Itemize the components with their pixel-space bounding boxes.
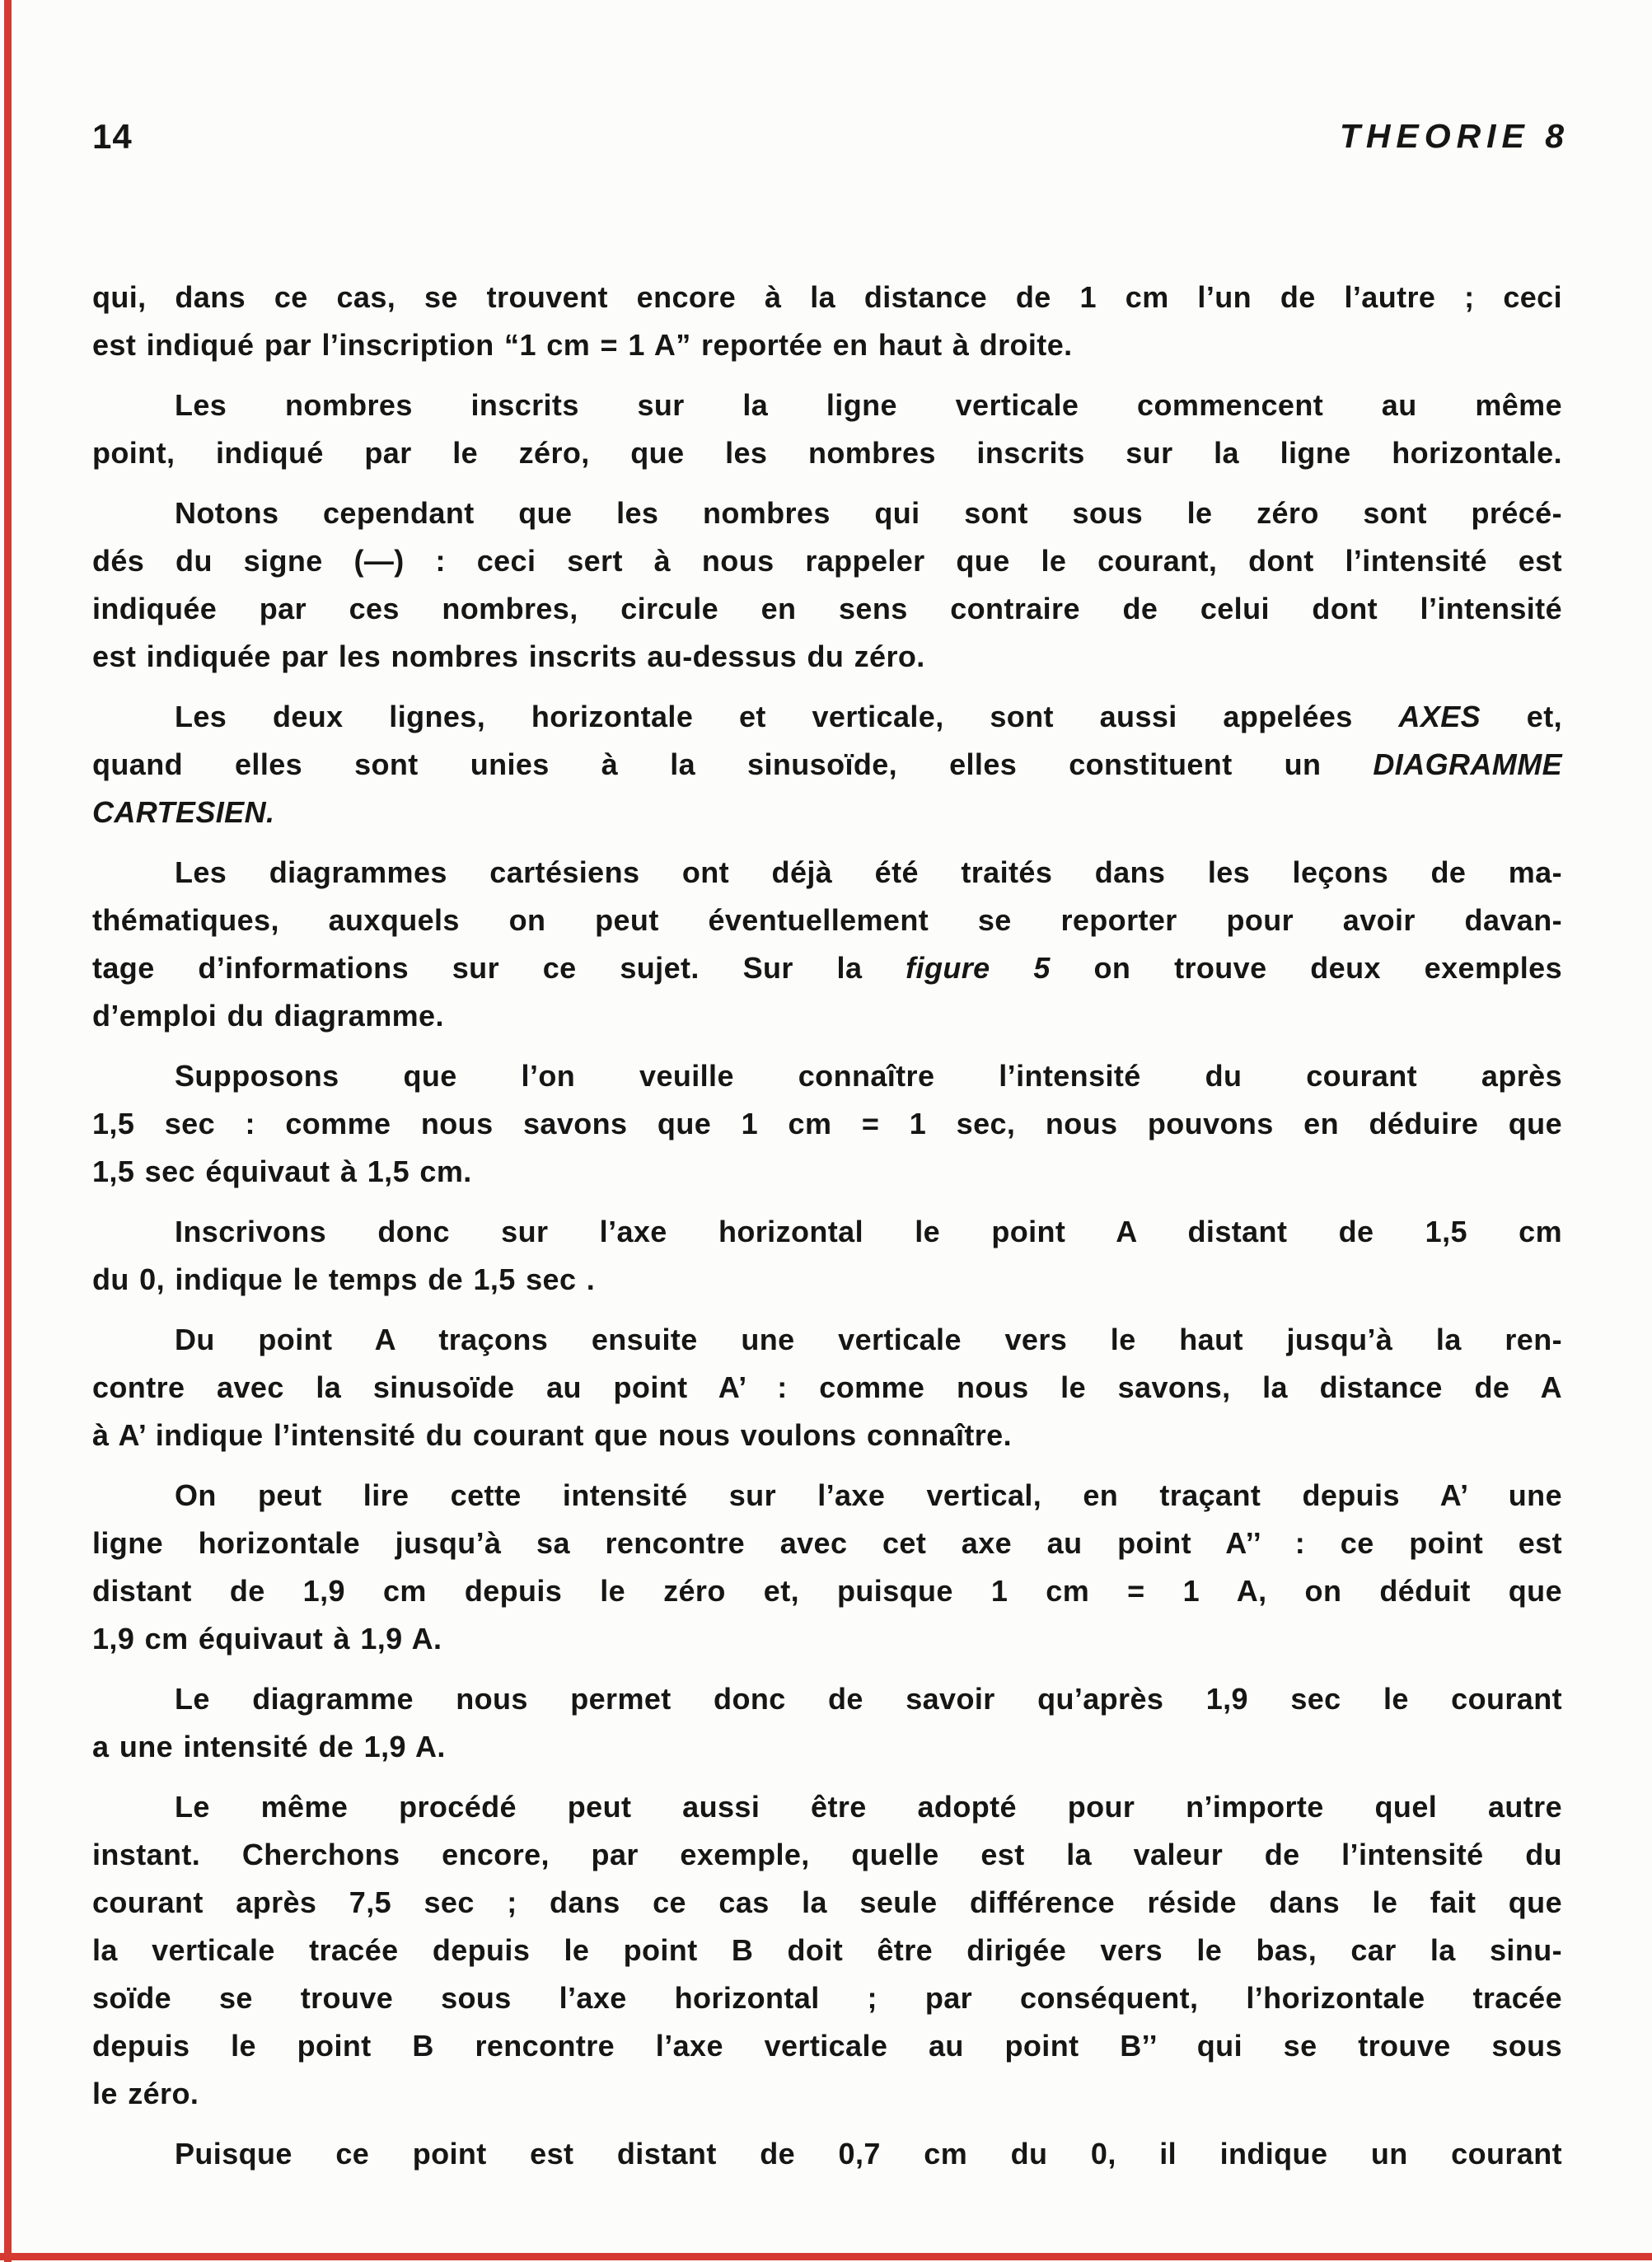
paragraph: [92, 1316, 1562, 1459]
text-line: CARTESIEN.: [92, 795, 275, 829]
paragraph: [92, 1472, 1562, 1663]
text-line: thématiques, auxquels on peut éventuellement se reporter pour avoir davan-: [92, 903, 1562, 937]
text-line: distant de 1,9 cm depuis le zéro et, puisque 1 cm = 1 A, on déduit que: [92, 1574, 1562, 1608]
text-line: Notons cependant que les nombres qui sont sous le zéro sont précé-: [175, 496, 1562, 530]
paragraph: [92, 2130, 1562, 2178]
text-line: a une intensité de 1,9 A.: [92, 1730, 446, 1763]
paragraph: [92, 489, 1562, 681]
text-line: du 0, indique le temps de 1,5 sec .: [92, 1262, 596, 1296]
text-line: 1,9 cm équivaut à 1,9 A.: [92, 1622, 442, 1656]
text-line: Les nombres inscrits sur la ligne verticale commencent au même: [175, 388, 1562, 422]
text-line: Inscrivons donc sur l’axe horizontal le point A distant de 1,5 cm: [175, 1215, 1562, 1248]
text-line: à A’ indique l’intensité du courant que nous voulons connaître.: [92, 1418, 1012, 1452]
text-line: qui, dans ce cas, se trouvent encore à la distance de 1 cm l’un de l’autre ; ceci: [92, 280, 1562, 314]
paragraph: [92, 1208, 1562, 1304]
text-line: Puisque ce point est distant de 0,7 cm du 0, il indique un courant: [175, 2137, 1562, 2171]
text-line: Les diagrammes cartésiens ont déjà été traités dans les leçons de ma-: [175, 855, 1562, 889]
paragraph: [92, 1052, 1562, 1196]
text-line: Le diagramme nous permet donc de savoir qu’après 1,9 sec le courant: [175, 1682, 1562, 1716]
text-line: ligne horizontale jusqu’à sa rencontre avec cet axe au point A’’ : ce point est: [92, 1526, 1562, 1560]
page-number: 14: [92, 117, 133, 156]
text-line: courant après 7,5 sec ; dans ce cas la seule différence réside dans le fait que: [92, 1885, 1562, 1919]
paragraph: [92, 274, 1562, 369]
text-line: est indiqué par l’inscription “1 cm = 1 A” reportée en haut à droite.: [92, 328, 1073, 362]
text-line: d’emploi du diagramme.: [92, 999, 444, 1033]
paragraph: [92, 1783, 1562, 2118]
text-line: instant. Cherchons encore, par exemple, quelle est la valeur de l’intensité du: [92, 1838, 1562, 1871]
text-line: indiquée par ces nombres, circule en sens contraire de celui dont l’intensité: [92, 592, 1562, 625]
paragraph: [92, 693, 1562, 836]
scan-edge-bottom: [0, 2253, 1652, 2260]
text-line: On peut lire cette intensité sur l’axe vertical, en traçant depuis A’ une: [175, 1478, 1562, 1512]
paragraph: [92, 382, 1562, 477]
text-line: quand elles sont unies à la sinusoïde, elles constituent un DIAGRAMME: [92, 747, 1562, 781]
text-line: dés du signe (—) : ceci sert à nous rappeler que le courant, dont l’intensité est: [92, 544, 1562, 578]
text-line: la verticale tracée depuis le point B doit être dirigée vers le bas, car la sinu-: [92, 1933, 1562, 1967]
text-line: est indiquée par les nombres inscrits au-dessus du zéro.: [92, 639, 925, 673]
text-line: soïde se trouve sous l’axe horizontal ; par conséquent, l’horizontale tracée: [92, 1981, 1562, 2015]
text-line: Le même procédé peut aussi être adopté pour n’importe quel autre: [175, 1790, 1562, 1824]
text-line: 1,5 sec équivaut à 1,5 cm.: [92, 1154, 472, 1188]
text-line: depuis le point B rencontre l’axe verticale au point B’’ qui se trouve sous: [92, 2029, 1562, 2063]
text-block: [92, 274, 1562, 2190]
running-title: THEORIE 8: [1339, 117, 1570, 155]
text-line: le zéro.: [92, 2077, 199, 2110]
paragraph: [92, 1675, 1562, 1771]
page-header: [92, 117, 1570, 157]
text-line: Du point A traçons ensuite une verticale vers le haut jusqu’à la ren-: [175, 1323, 1562, 1356]
text-line: point, indiqué par le zéro, que les nombres inscrits sur la ligne horizontale.: [92, 436, 1562, 470]
paragraph: [92, 849, 1562, 1040]
text-line: 1,5 sec : comme nous savons que 1 cm = 1 sec, nous pouvons en déduire que: [92, 1107, 1562, 1140]
text-line: tage d’informations sur ce sujet. Sur la figure 5 on trouve deux exemples: [92, 951, 1562, 985]
scan-edge-left: [4, 0, 12, 2262]
text-line: Les deux lignes, horizontale et verticale, sont aussi appelées AXES et,: [175, 700, 1562, 733]
text-line: contre avec la sinusoïde au point A’ : comme nous le savons, la distance de A: [92, 1370, 1562, 1404]
text-line: Supposons que l’on veuille connaître l’intensité du courant après: [175, 1059, 1562, 1093]
